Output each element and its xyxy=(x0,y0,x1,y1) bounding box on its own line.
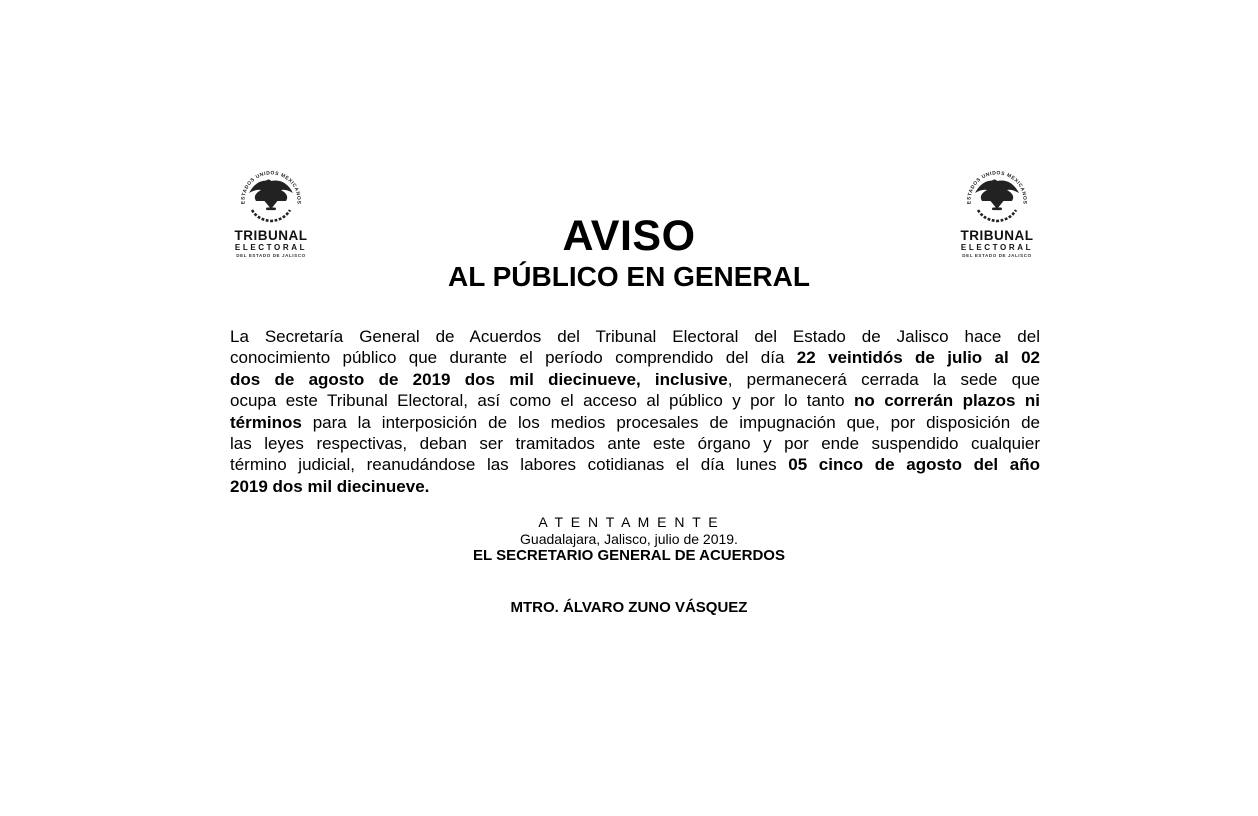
notice-subtitle: AL PÚBLICO EN GENERAL xyxy=(448,261,810,292)
signature-name: MTRO. ÁLVARO ZUNO VÁSQUEZ xyxy=(510,599,748,616)
signature-salutation: A T E N T A M E N T E xyxy=(538,514,720,530)
emblem-arc-text: ESTADOS UNIDOS MEXICANOS xyxy=(240,170,302,205)
notice-line-3: dos de agosto de 2019 dos mil diecinueve, inclusive, permanecerá cerrada la sede que xyxy=(230,369,1040,389)
notice-line-4: ocupa este Tribunal Electoral, así como el acceso al público y por lo tanto no correrán plazos ni xyxy=(230,391,1040,411)
emblem-arc-text: ESTADOS UNIDOS MEXICANOS xyxy=(966,170,1028,205)
logo-sub: ELECTORAL xyxy=(234,243,308,252)
notice-body xyxy=(230,326,1040,497)
logo-small: DEL ESTADO DE JALISCO xyxy=(236,253,306,258)
notice-line-5: términos para la interposición de los medios procesales de impugnación que, por disposición de xyxy=(230,412,1040,432)
notice-title: AVISO xyxy=(562,212,696,260)
logo-name: TRIBUNAL xyxy=(234,228,308,243)
logo-small: DEL ESTADO DE JALISCO xyxy=(962,253,1032,258)
logo-name: TRIBUNAL xyxy=(960,228,1034,243)
notice-line-2: conocimiento público que durante el período comprendido del día 22 veintidós de julio al 02 xyxy=(230,348,1040,368)
notice-line-1: La Secretaría General de Acuerdos del Tribunal Electoral del Estado de Jalisco hace del xyxy=(230,327,1040,346)
signature-role: EL SECRETARIO GENERAL DE ACUERDOS xyxy=(473,547,785,564)
notice-line-8: 2019 dos mil diecinueve. xyxy=(230,476,430,496)
signature-place-date: Guadalajara, Jalisco, julio de 2019. xyxy=(520,531,738,547)
logo-sub: ELECTORAL xyxy=(960,243,1034,252)
eagle-icon xyxy=(975,180,1019,211)
signature-block xyxy=(0,514,1258,564)
notice-line-7: término judicial, reanudándose las labores cotidianas el día lunes 05 cinco de agosto del año xyxy=(230,455,1040,475)
notice-line-6: las leyes respectivas, deban ser tramitados ante este órgano y por ende suspendido cualquier xyxy=(230,434,1040,454)
eagle-icon xyxy=(249,180,293,211)
